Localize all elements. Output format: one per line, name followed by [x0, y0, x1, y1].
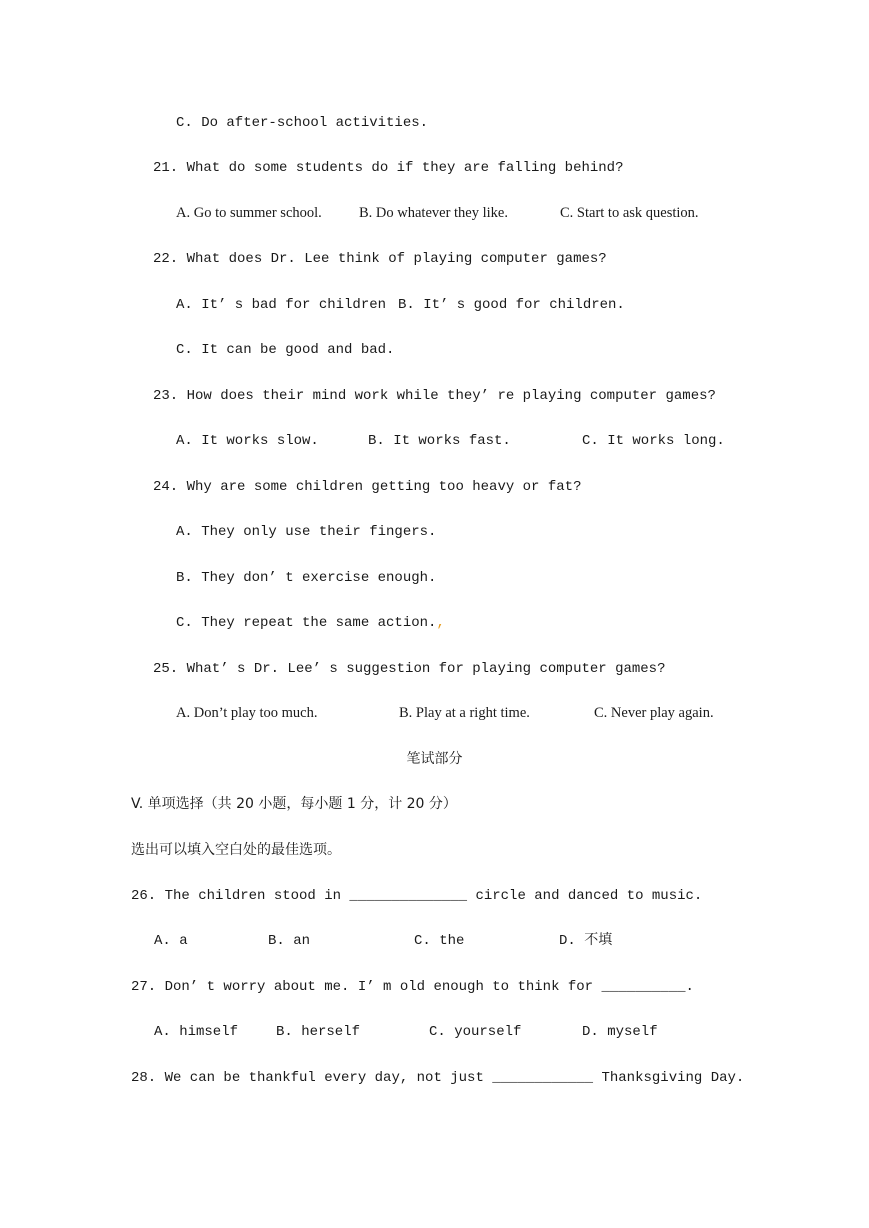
q26-option-d: D. 不填: [559, 933, 613, 949]
q27-option-a: A. himself: [154, 1024, 239, 1040]
q25-question: 25. What’ s Dr. Lee’ s suggestion for playing computer games?: [153, 661, 666, 677]
q20-option-c: C. Do after-school activities.: [176, 115, 429, 131]
q26-question: 26. The children stood in ______________ circle and danced to music.: [131, 888, 703, 904]
q26-option-c: C. the: [414, 933, 465, 949]
part-v-heading: V. 单项选择（共 20 小题，每小题 1 分，计 20 分）: [131, 796, 457, 812]
q22-question: 22. What does Dr. Lee think of playing computer games?: [153, 251, 607, 267]
q23-question: 23. How does their mind work while they’ re playing computer games?: [153, 388, 716, 404]
q22-option-b: B. It’ s good for children.: [398, 297, 625, 313]
q22-option-c: C. It can be good and bad.: [176, 342, 395, 358]
q27-option-b: B. herself: [276, 1024, 361, 1040]
q25-option-b: B. Play at a right time.: [399, 705, 530, 721]
q22-option-a: A. It’ s bad for children: [176, 297, 387, 313]
q26-option-b: B. an: [268, 933, 311, 949]
q21-option-a: A. Go to summer school.: [176, 205, 322, 221]
q23-option-a: A. It works slow.: [176, 433, 319, 449]
q25-option-c: C. Never play again.: [594, 705, 714, 721]
stray-comma-mark: ,: [436, 615, 445, 631]
q24-option-a: A. They only use their fingers.: [176, 524, 437, 540]
q26-option-a: A. a: [154, 933, 188, 949]
q27-question: 27. Don’ t worry about me. I’ m old enough to think for __________.: [131, 979, 694, 995]
q24-question: 24. Why are some children getting too heavy or fat?: [153, 479, 582, 495]
q28-question: 28. We can be thankful every day, not just ____________ Thanksgiving Day.: [131, 1070, 745, 1086]
q27-option-d: D. myself: [582, 1024, 658, 1040]
q23-option-b: B. It works fast.: [368, 433, 511, 449]
q24-option-b: B. They don’ t exercise enough.: [176, 570, 437, 586]
part-v-instruction: 选出可以填入空白处的最佳选项。: [131, 842, 341, 858]
written-section-title: 笔试部分: [406, 751, 463, 767]
q23-option-c: C. It works long.: [582, 433, 725, 449]
q21-question: 21. What do some students do if they are falling behind?: [153, 160, 624, 176]
q24-option-c: [176, 614, 445, 632]
q24-option-c-text: C. They repeat the same action.: [176, 615, 437, 631]
q21-option-b: B. Do whatever they like.: [359, 205, 508, 221]
q21-option-c: C. Start to ask question.: [560, 205, 699, 221]
q25-option-a: A. Don’t play too much.: [176, 705, 318, 721]
q27-option-c: C. yourself: [429, 1024, 522, 1040]
